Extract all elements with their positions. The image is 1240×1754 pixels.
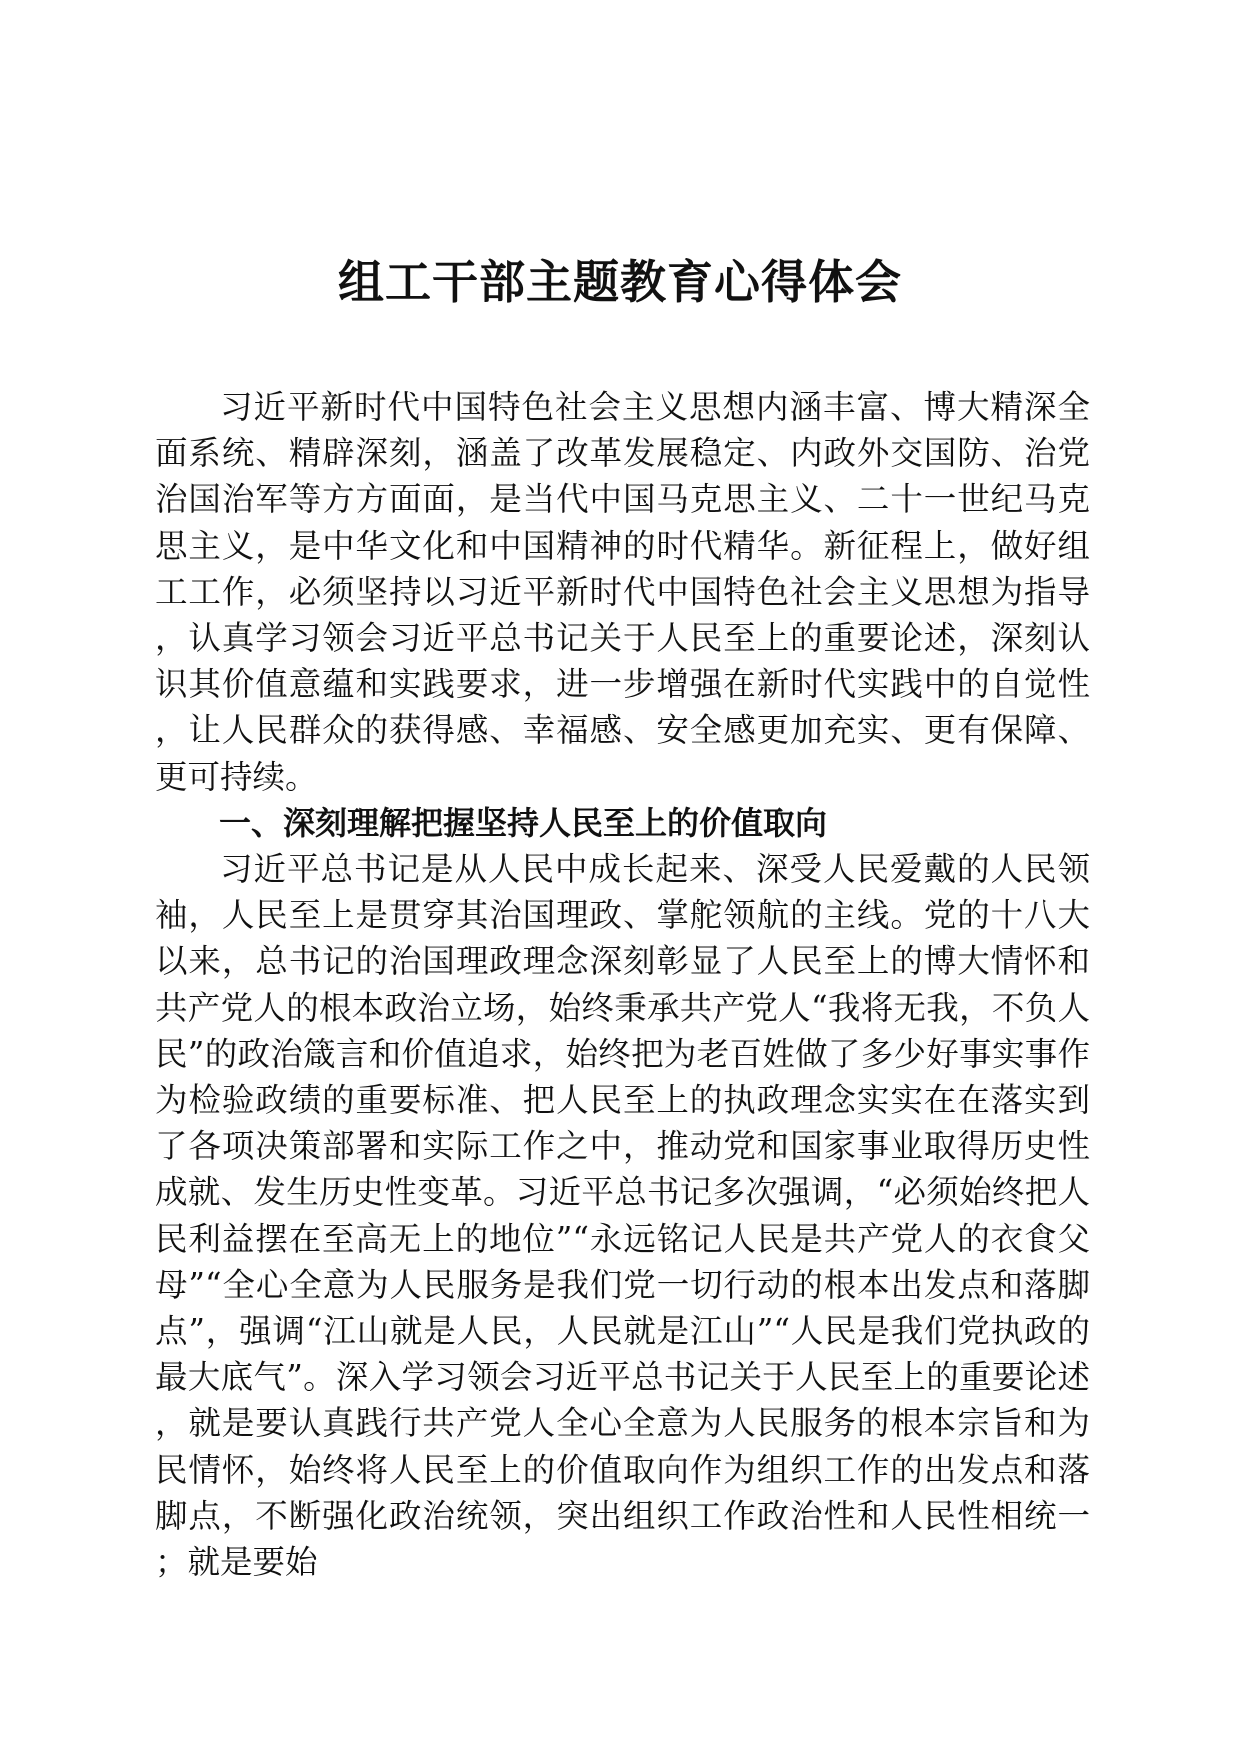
section-1-paragraph: 习近平总书记是从人民中成长起来、深受人民爱戴的人民领袖，人民至上是贯穿其治国理政、掌舵领航的主线。党的十八大以来，总书记的治国理政理念深刻彰显了人民至上的博大情怀和共产党人的根本政治立场，始终秉承共产党人“我将无我，不负人民”的政治箴言和价值追求，始终把为老百姓做了多少好事实事作为检验政绩的重要标准、把人民至上的执政理念实实在在落实到了各项决策部署和实际工作之中，推动党和国家事业取得历史性成就、发生历史性变革。习近平总书记多次强调，“必须始终把人民利益摆在至高无上的地位”“永远铭记人民是共产党人的衣食父母”“全心全意为人民服务是我们党一切行动的根本出发点和落脚点”，强调“江山就是人民，人民就是江山”“人民是我们党执政的最大底气”。深入学习领会习近平总书记关于人民至上的重要论述，就是要认真践行共产党人全心全意为人民服务的根本宗旨和为民情怀，始终将人民至上的价值取向作为组织工作的出发点和落脚点，不断强化政治统领，突出组织工作政治性和人民性相统一；就是要始 <box>155 850 1090 1582</box>
document-body <box>155 384 1090 1585</box>
page-title: 组工干部主题教育心得体会 <box>338 255 902 309</box>
intro-paragraph: 习近平新时代中国特色社会主义思想内涵丰富、博大精深全面系统、精辟深刻，涵盖了改革发展稳定、内政外交国防、治党治国治军等方方面面，是当代中国马克思主义、二十一世纪马克思主义，是中华文化和中国精神的时代精华。新征程上，做好组工工作，必须坚持以习近平新时代中国特色社会主义思想为指导，认真学习领会习近平总书记关于人民至上的重要论述，深刻认识其价值意蕴和实践要求，进一步增强在新时代实践中的自觉性，让人民群众的获得感、幸福感、安全感更加充实、更有保障、更可持续。 <box>155 388 1090 796</box>
section-heading-1: 一、深刻理解把握坚持人民至上的价值取向 <box>219 803 828 842</box>
